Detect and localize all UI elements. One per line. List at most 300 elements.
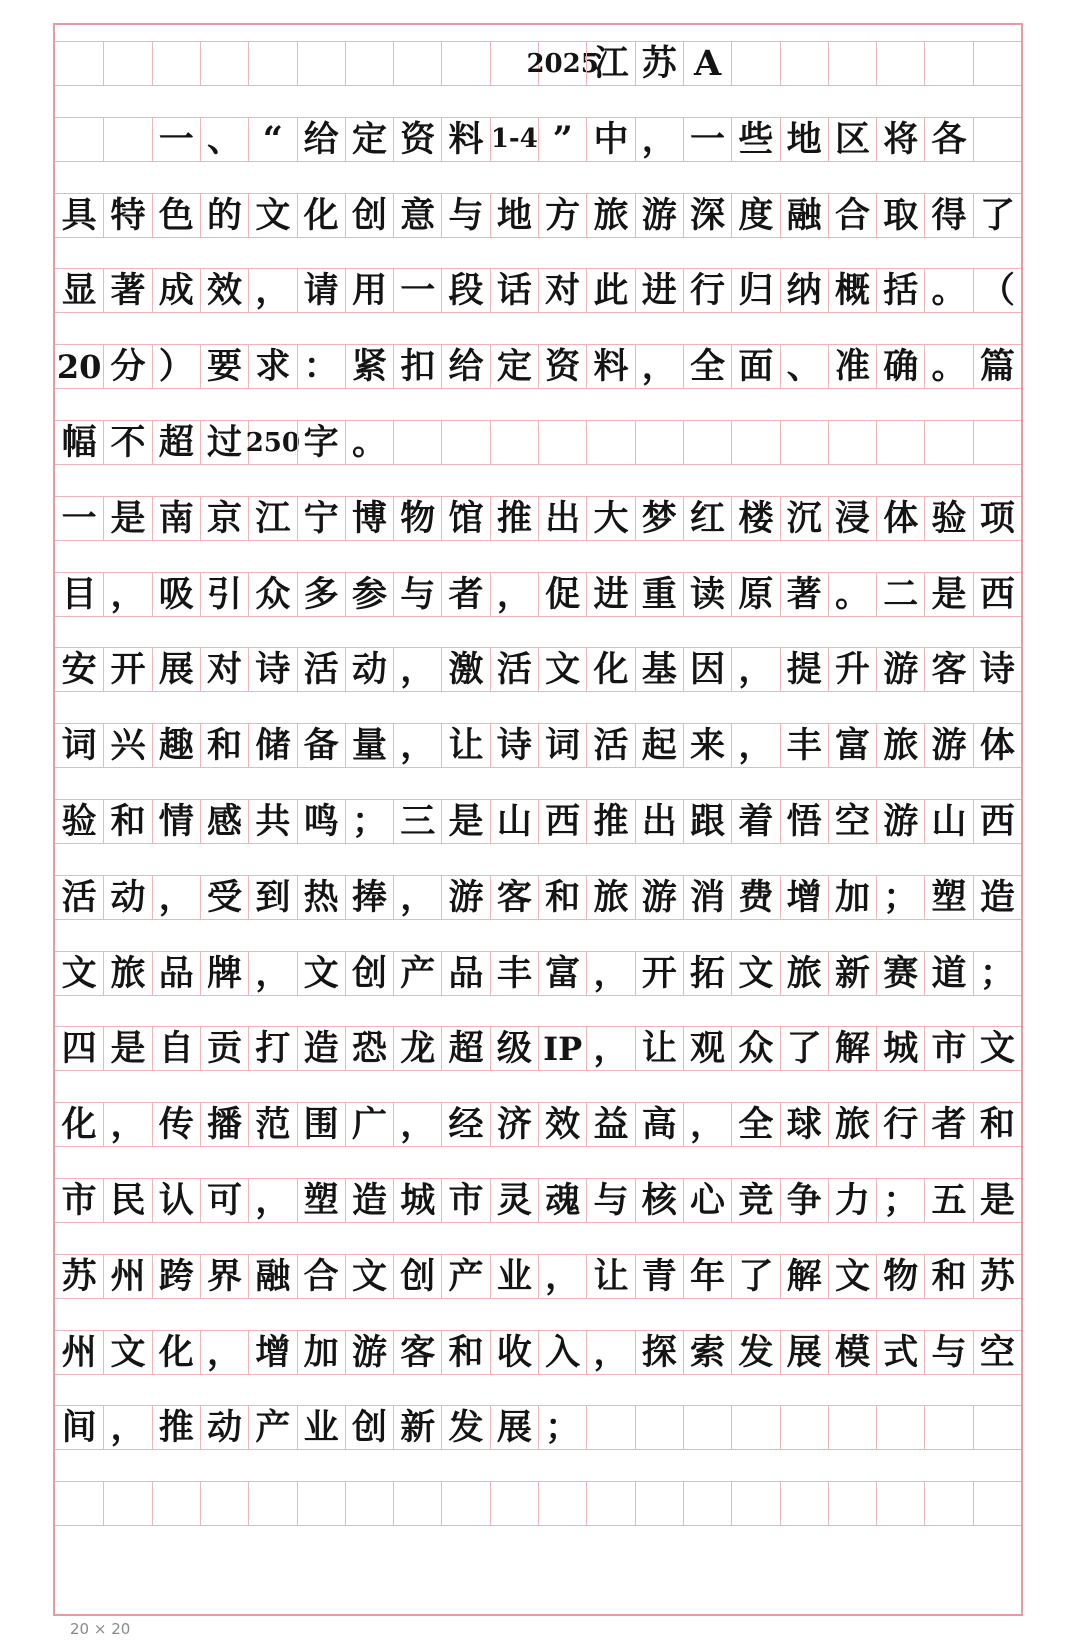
grid-cell: 跨: [152, 1255, 200, 1298]
grid-cell: 兴: [103, 724, 151, 767]
grid-cell: （: [973, 269, 1021, 312]
grid-cell: 动: [345, 648, 393, 691]
grid-cell: 成: [152, 269, 200, 312]
grid-cell: 空: [973, 1331, 1021, 1374]
grid-cell: 一: [61, 497, 97, 539]
grid-cell: 文: [973, 1027, 1021, 1070]
grid-cell: 山: [924, 800, 972, 843]
grid-cell: 中: [586, 118, 634, 161]
grid-cell: 悟: [780, 800, 828, 843]
grid-cell: 扣: [393, 345, 441, 388]
grid-cell: 得: [924, 194, 972, 237]
grid-cell: 效: [200, 269, 248, 312]
grid-cell: 活: [61, 876, 97, 918]
grid-cell: 争: [780, 1179, 828, 1222]
grid-cell: 一: [152, 118, 200, 161]
grid-cell: 游: [924, 724, 972, 767]
grid-cell: 发: [731, 1331, 779, 1374]
grid-cell: 造: [345, 1179, 393, 1222]
grid-cell: 料: [586, 345, 634, 388]
grid-cell: ：: [297, 345, 345, 388]
grid-cell: 化: [586, 648, 634, 691]
grid-row: [55, 117, 1021, 162]
grid-cell: 行: [683, 269, 731, 312]
grid-cell: 客: [393, 1331, 441, 1374]
grid-cell: 词: [61, 725, 97, 767]
grid-cell: 归: [731, 269, 779, 312]
grid-cell: 基: [635, 648, 683, 691]
grid-cell: 心: [683, 1179, 731, 1222]
grid-cell: [490, 421, 538, 464]
grid-cell: [635, 1482, 683, 1525]
grid-cell: 游: [345, 1331, 393, 1374]
grid-cell: 一: [683, 118, 731, 161]
grid-cell: 探: [635, 1331, 683, 1374]
grid-cell: 给: [297, 118, 345, 161]
grid-cell: [635, 421, 683, 464]
grid-cell: 出: [538, 497, 586, 540]
grid-cell: 情: [152, 800, 200, 843]
grid-cell: 诗: [248, 648, 296, 691]
grid-cell: 红: [683, 497, 731, 540]
grid-row: [55, 496, 1021, 541]
grid-cell: [586, 1482, 634, 1525]
grid-cell: 魂: [538, 1179, 586, 1222]
grid-cell: 游: [876, 648, 924, 691]
grid-cell: ，: [635, 345, 683, 388]
grid-cell: 行: [876, 1103, 924, 1146]
grid-cell: 多: [297, 573, 345, 616]
grid-cell: 用: [345, 269, 393, 312]
grid-cell: 着: [731, 800, 779, 843]
grid-cell: 准: [828, 345, 876, 388]
grid-cell: 验: [61, 801, 97, 842]
grid-cell: ，: [393, 1103, 441, 1146]
grid-cell: [780, 421, 828, 464]
grid-cell: ，: [490, 573, 538, 616]
grid-cell: ；: [345, 800, 393, 843]
grid-cell: 化: [297, 194, 345, 237]
grid-cell: ；: [538, 1406, 586, 1449]
grid-cell: 20: [56, 347, 102, 386]
grid-cell: 和: [924, 1255, 972, 1298]
grid-cell: 宁: [297, 497, 345, 540]
grid-cell: [683, 1406, 731, 1449]
grid-cell: 验: [924, 497, 972, 540]
grid-cell: 物: [876, 1255, 924, 1298]
grid-cell: 。: [828, 573, 876, 616]
grid-cell: [393, 42, 441, 85]
grid-cell: 和: [103, 800, 151, 843]
grid-cell: 展: [780, 1331, 828, 1374]
grid-cell: 州: [61, 1331, 97, 1373]
grid-cell: ，: [586, 1331, 634, 1374]
grid-cell: 拓: [683, 952, 731, 995]
grid-cell: 与: [441, 194, 489, 237]
grid-cell: 城: [393, 1179, 441, 1222]
grid-cell: 显: [61, 270, 97, 312]
grid-cell: [973, 42, 1021, 85]
grid-cell: 文: [345, 1255, 393, 1298]
grid-cell: 重: [635, 573, 683, 616]
grid-cell: 因: [683, 648, 731, 691]
grid-cell: [731, 421, 779, 464]
grid-cell: 取: [876, 194, 924, 237]
grid-cell: 捧: [345, 876, 393, 919]
grid-cell: 概: [828, 269, 876, 312]
grid-cell: 苏: [973, 1255, 1021, 1298]
grid-cell: 文: [538, 648, 586, 691]
grid-cell: [393, 1482, 441, 1525]
grid-cell: 消: [683, 876, 731, 919]
grid-cell: 超: [152, 421, 200, 464]
grid-cell: 核: [635, 1179, 683, 1222]
grid-cell: 、: [200, 118, 248, 161]
grid-cell: 江: [248, 497, 296, 540]
grid-row: [55, 1178, 1021, 1223]
grid-cell: 项: [973, 497, 1021, 540]
grid-cell: 来: [683, 724, 731, 767]
grid-cell: 塑: [297, 1179, 345, 1222]
grid-row: [55, 875, 1021, 920]
grid-cell: 升: [828, 648, 876, 691]
grid-cell: 业: [490, 1255, 538, 1298]
grid-cell: [876, 1406, 924, 1449]
grid-cell: 诗: [490, 724, 538, 767]
grid-cell: 山: [490, 800, 538, 843]
grid-cell: 观: [683, 1027, 731, 1070]
answer-sheet: [53, 23, 1023, 1616]
grid-cell: 创: [345, 194, 393, 237]
grid-cell: 市: [924, 1027, 972, 1070]
grid-cell: 的: [200, 194, 248, 237]
grid-cell: ，: [538, 1255, 586, 1298]
grid-cell: 料: [441, 118, 489, 161]
grid-cell: ，: [248, 1179, 296, 1222]
grid-cell: 融: [780, 194, 828, 237]
grid-cell: [393, 421, 441, 464]
grid-cell: [152, 42, 200, 85]
grid-cell: 富: [828, 724, 876, 767]
grid-cell: [248, 1482, 296, 1525]
grid-cell: 费: [731, 876, 779, 919]
grid-cell: [152, 1482, 200, 1525]
grid-cell: 将: [876, 118, 924, 161]
grid-cell: 储: [248, 724, 296, 767]
grid-cell: 著: [103, 269, 151, 312]
grid-cell: 意: [393, 194, 441, 237]
grid-cell: 动: [103, 876, 151, 919]
grid-cell: 级: [490, 1027, 538, 1070]
grid-cell: 与: [924, 1331, 972, 1374]
grid-cell: 250: [248, 421, 296, 464]
grid-cell: 1-4: [490, 118, 538, 161]
grid-cell: 。: [924, 269, 972, 312]
grid-cell: 围: [297, 1103, 345, 1146]
grid-cell: 动: [200, 1406, 248, 1449]
grid-cell: 传: [152, 1103, 200, 1146]
grid-cell: ，: [635, 118, 683, 161]
grid-cell: [973, 1482, 1021, 1525]
grid-cell: 西: [538, 800, 586, 843]
grid-cell: 馆: [441, 497, 489, 540]
grid-cell: 文: [828, 1255, 876, 1298]
grid-row: [55, 1254, 1021, 1299]
grid-cell: 造: [973, 876, 1021, 919]
grid-cell: 二: [876, 573, 924, 616]
grid-cell: 方: [538, 194, 586, 237]
grid-cell: 物: [393, 497, 441, 540]
grid-cell: 西: [973, 800, 1021, 843]
grid-cell: 旅: [780, 952, 828, 995]
grid-cell: [780, 1406, 828, 1449]
grid-row: [55, 572, 1021, 617]
grid-cell: 青: [635, 1255, 683, 1298]
grid-cell: 与: [393, 573, 441, 616]
grid-cell: [635, 1406, 683, 1449]
grid-cell: 牌: [200, 952, 248, 995]
grid-cell: [586, 421, 634, 464]
grid-cell: 是: [924, 573, 972, 616]
grid-cell: 些: [731, 118, 779, 161]
grid-row: [55, 41, 1021, 86]
grid-cell: 跟: [683, 800, 731, 843]
grid-row: [55, 344, 1021, 389]
grid-cell: [586, 1406, 634, 1449]
grid-cell: [876, 421, 924, 464]
grid-cell: 市: [61, 1180, 97, 1221]
grid-cell: 游: [635, 194, 683, 237]
grid-cell: 文: [731, 952, 779, 995]
grid-cell: [248, 42, 296, 85]
grid-cell: 发: [441, 1406, 489, 1449]
grid-cell: 加: [297, 1331, 345, 1374]
grid-cell: 龙: [393, 1027, 441, 1070]
grid-cell: 广: [345, 1103, 393, 1146]
grid-cell: 造: [297, 1027, 345, 1070]
grid-cell: [683, 421, 731, 464]
grid-cell: 诗: [973, 648, 1021, 691]
grid-cell: 塑: [924, 876, 972, 919]
grid-cell: 了: [731, 1255, 779, 1298]
grid-cell: 旅: [586, 876, 634, 919]
grid-cell: 具: [61, 194, 97, 236]
grid-cell: 增: [780, 876, 828, 919]
grid-cell: IP: [538, 1027, 586, 1070]
grid-cell: 新: [393, 1406, 441, 1449]
grid-cell: [973, 118, 1021, 161]
grid-cell: [345, 42, 393, 85]
grid-cell: 定: [345, 118, 393, 161]
grid-row: [55, 647, 1021, 692]
grid-cell: [490, 1482, 538, 1525]
grid-cell: 梦: [635, 497, 683, 540]
grid-cell: 资: [538, 345, 586, 388]
grid-row: [55, 1102, 1021, 1147]
grid-cell: 了: [973, 194, 1021, 237]
grid-cell: 展: [152, 648, 200, 691]
grid-cell: [973, 421, 1021, 464]
grid-cell: 地: [780, 118, 828, 161]
grid-cell: 民: [103, 1179, 151, 1222]
grid-cell: 篇: [973, 345, 1021, 388]
grid-cell: 球: [780, 1103, 828, 1146]
grid-cell: 体: [973, 724, 1021, 767]
grid-cell: [731, 1406, 779, 1449]
grid-cell: 让: [586, 1255, 634, 1298]
grid-cell: 市: [441, 1179, 489, 1222]
grid-cell: 楼: [731, 497, 779, 540]
grid-row: [55, 268, 1021, 313]
grid-cell: ，: [393, 876, 441, 919]
grid-cell: 话: [490, 269, 538, 312]
grid-cell: [441, 1482, 489, 1525]
grid-cell: 纳: [780, 269, 828, 312]
grid-cell: 了: [780, 1027, 828, 1070]
grid-cell: 自: [152, 1027, 200, 1070]
grid-cell: 活: [490, 648, 538, 691]
grid-cell: 原: [731, 573, 779, 616]
grid-cell: 开: [103, 648, 151, 691]
grid-cell: 游: [635, 876, 683, 919]
grid-cell: A: [683, 42, 731, 85]
grid-cell: 竞: [731, 1179, 779, 1222]
grid-cell: 和: [973, 1103, 1021, 1146]
grid-cell: [973, 1406, 1021, 1449]
grid-cell: [876, 42, 924, 85]
grid-row: [55, 1481, 1021, 1526]
grid-row: [55, 799, 1021, 844]
grid-cell: 开: [635, 952, 683, 995]
grid-cell: 色: [152, 194, 200, 237]
grid-cell: 经: [441, 1103, 489, 1146]
grid-cell: 引: [200, 573, 248, 616]
grid-cell: 确: [876, 345, 924, 388]
grid-cell: 四: [61, 1028, 97, 1070]
grid-cell: [924, 1482, 972, 1525]
grid-cell: 增: [248, 1331, 296, 1374]
grid-cell: 游: [441, 876, 489, 919]
grid-cell: 丰: [490, 952, 538, 995]
grid-cell: 产: [248, 1406, 296, 1449]
grid-cell: [828, 1406, 876, 1449]
grid-cell: 备: [297, 724, 345, 767]
grid-cell: 和: [200, 724, 248, 767]
grid-cell: 是: [441, 800, 489, 843]
grid-cell: 是: [103, 1027, 151, 1070]
grid-cell: 展: [490, 1406, 538, 1449]
grid-cell: 入: [538, 1331, 586, 1374]
grid-cell: 全: [731, 1103, 779, 1146]
grid-cell: 索: [683, 1331, 731, 1374]
grid-row: [55, 420, 1021, 465]
grid-cell: 合: [297, 1255, 345, 1298]
grid-cell: 共: [248, 800, 296, 843]
grid-cell: 起: [635, 724, 683, 767]
grid-cell: 不: [103, 421, 151, 464]
grid-cell: 推: [586, 800, 634, 843]
grid-cell: [55, 42, 103, 85]
grid-cell: ，: [731, 724, 779, 767]
grid-cell: 吸: [152, 573, 200, 616]
grid-cell: 贡: [200, 1027, 248, 1070]
grid-cell: 富: [538, 952, 586, 995]
grid-cell: 趣: [152, 724, 200, 767]
grid-cell: 进: [635, 269, 683, 312]
grid-cell: 京: [200, 497, 248, 540]
grid-cell: 要: [200, 345, 248, 388]
grid-cell: ，: [586, 952, 634, 995]
grid-cell: 深: [683, 194, 731, 237]
grid-cell: [297, 42, 345, 85]
grid-cell: ）: [152, 345, 200, 388]
grid-row: [55, 1405, 1021, 1450]
grid-cell: 力: [828, 1179, 876, 1222]
grid-cell: 品: [152, 952, 200, 995]
grid-cell: 一: [393, 269, 441, 312]
grid-cell: 是: [973, 1179, 1021, 1222]
grid-cell: 过: [200, 421, 248, 464]
grid-cell: 化: [61, 1104, 97, 1146]
grid-cell: 度: [731, 194, 779, 237]
grid-cell: 道: [924, 952, 972, 995]
grid-cell: [55, 118, 103, 161]
grid-cell: 热: [297, 876, 345, 919]
grid-cell: [780, 1482, 828, 1525]
grid-cell: 文: [61, 952, 97, 994]
grid-cell: 、: [780, 345, 828, 388]
grid-cell: 促: [538, 573, 586, 616]
grid-cell: 旅: [586, 194, 634, 237]
grid-cell: 沉: [780, 497, 828, 540]
grid-cell: 苏: [635, 42, 683, 85]
grid-cell: 游: [876, 800, 924, 843]
grid-cell: 众: [248, 573, 296, 616]
grid-cell: 南: [152, 497, 200, 540]
grid-cell: 旅: [828, 1103, 876, 1146]
grid-cell: 推: [490, 497, 538, 540]
grid-cell: 给: [441, 345, 489, 388]
grid-cell: 灵: [490, 1179, 538, 1222]
grid-cell: 活: [586, 724, 634, 767]
grid-cell: 感: [200, 800, 248, 843]
grid-cell: 是: [103, 497, 151, 540]
grid-cell: 城: [876, 1027, 924, 1070]
grid-cell: 体: [876, 497, 924, 540]
grid-cell: 括: [876, 269, 924, 312]
grid-cell: 丰: [780, 724, 828, 767]
grid-cell: [731, 1482, 779, 1525]
grid-cell: 提: [780, 648, 828, 691]
grid-cell: [924, 421, 972, 464]
grid-cell: ，: [248, 269, 296, 312]
grid-cell: ，: [731, 648, 779, 691]
grid-cell: 紧: [345, 345, 393, 388]
grid-cell: ，: [103, 1406, 151, 1449]
grid-cell: 效: [538, 1103, 586, 1146]
grid-cell: 段: [441, 269, 489, 312]
grid-cell: 此: [586, 269, 634, 312]
grid-cell: 产: [393, 952, 441, 995]
grid-row: [55, 1026, 1021, 1071]
grid-cell: 合: [828, 194, 876, 237]
grid-cell: 西: [973, 573, 1021, 616]
grid-cell: ；: [876, 1179, 924, 1222]
grid-cell: 资: [393, 118, 441, 161]
grid-cell: [924, 1406, 972, 1449]
grid-cell: 超: [441, 1027, 489, 1070]
grid-cell: 定: [490, 345, 538, 388]
